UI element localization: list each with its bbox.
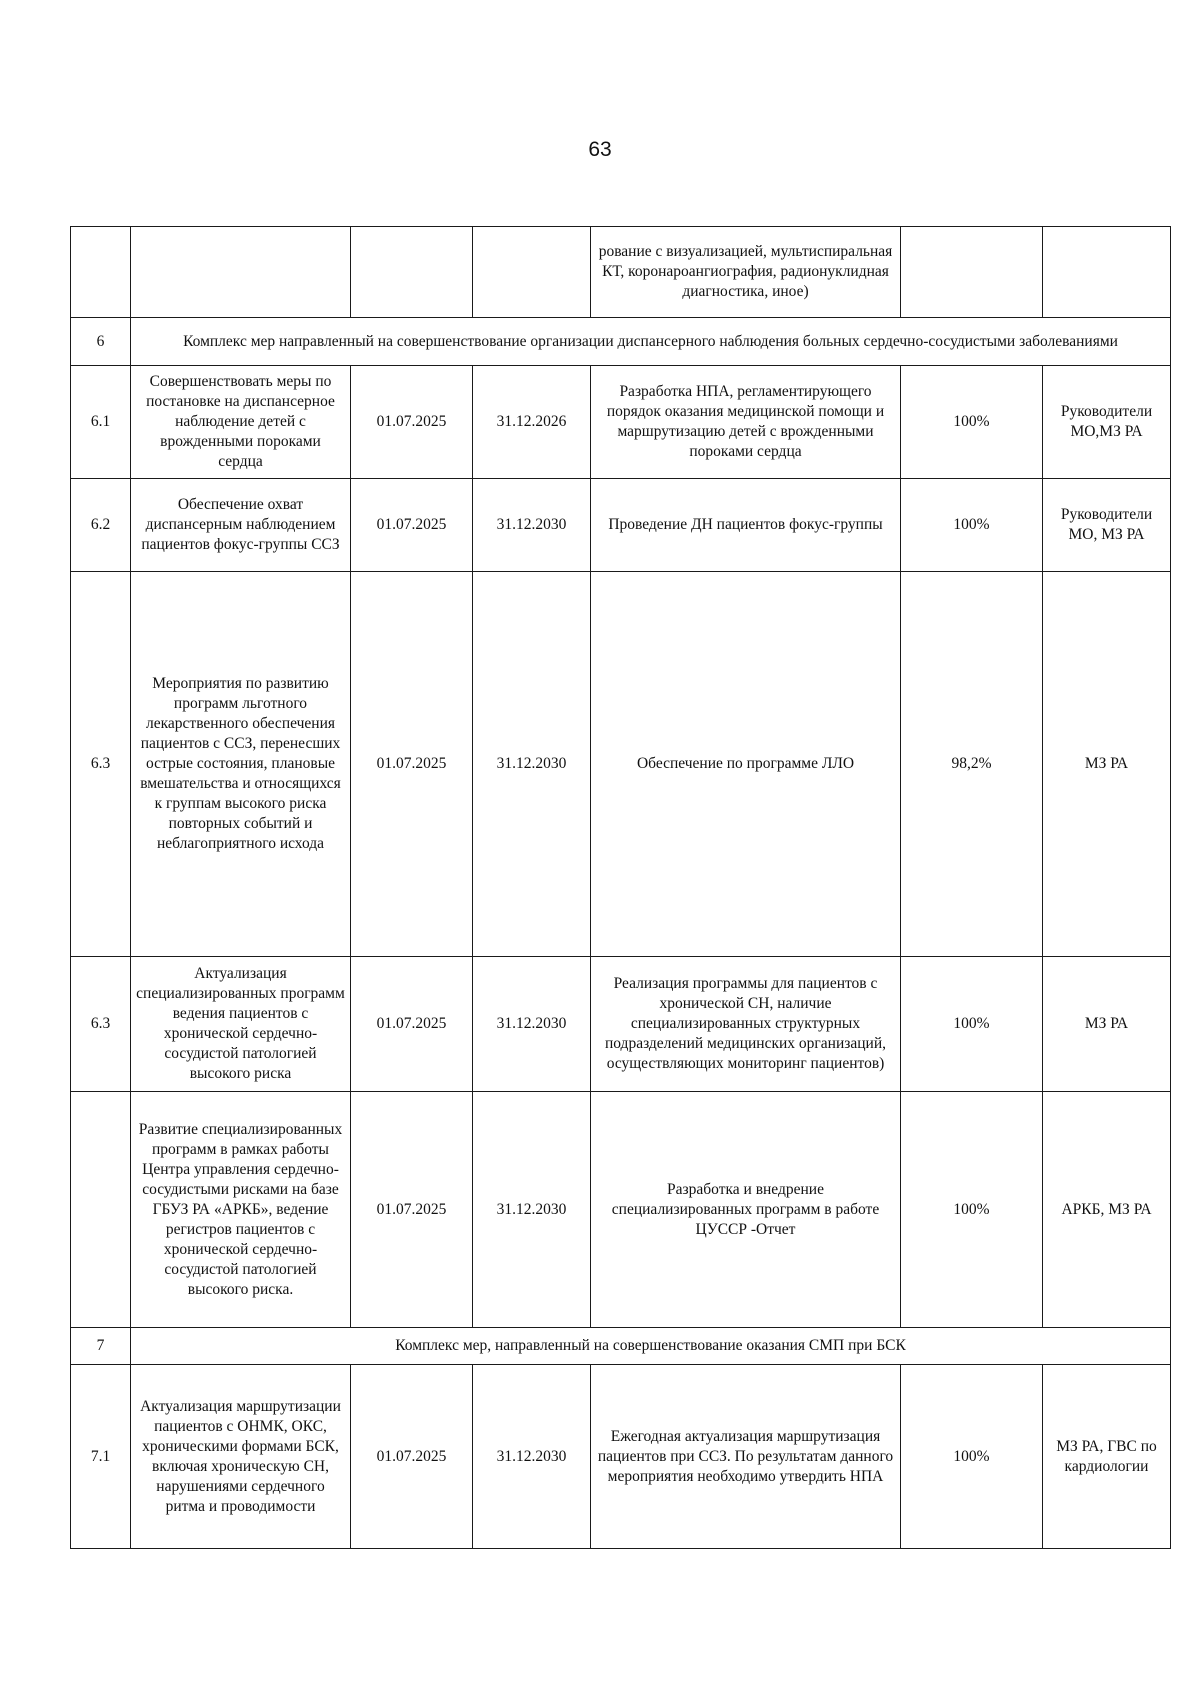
start-date-cell: 01.07.2025 [351, 366, 473, 479]
start-date-cell [351, 227, 473, 318]
page-number: 63 [588, 138, 612, 161]
result-cell: Разработка НПА, регламентирующего порядок оказания медицинской помощи и маршрутизацию детей с врожденными пороками сердца [591, 366, 901, 479]
responsible-cell [1043, 227, 1171, 318]
indicator-cell: 100% [901, 366, 1043, 479]
result-cell: Разработка и внедрение специализированных программ в работе ЦУССР -Отчет [591, 1092, 901, 1328]
section-title: Комплекс мер, направленный на совершенствование оказания СМП при БСК [131, 1328, 1171, 1365]
activity-cell: Совершенствовать меры по постановке на диспансерное наблюдение детей с врожденными пороками сердца [131, 366, 351, 479]
activity-cell: Мероприятия по развитию программ льготного лекарственного обеспечения пациентов с ССЗ, перенесших острые состояния, плановые вмешательства и относящихся к группам высокого риска повторных событий и неблагоприятного исхода [131, 572, 351, 957]
start-date-cell: 01.07.2025 [351, 1092, 473, 1328]
result-cell: Ежегодная актуализация маршрутизация пациентов при ССЗ. По результатам данного мероприятия необходимо утвердить НПА [591, 1365, 901, 1549]
activity-cell: Актуализация маршрутизации пациентов с ОНМК, ОКС, хроническими формами БСК, включая хроническую СН, нарушениями сердечного ритма и проводимости [131, 1365, 351, 1549]
start-date-cell: 01.07.2025 [351, 1365, 473, 1549]
section-row [71, 318, 1171, 366]
measures-table [70, 226, 1171, 1549]
row-number: 6.3 [71, 957, 131, 1092]
result-cell: Реализация программы для пациентов с хронической СН, наличие специализированных структурных подразделений медицинских организаций, осуществляющих мониторинг пациентов) [591, 957, 901, 1092]
table-row [71, 366, 1171, 479]
indicator-cell [901, 227, 1043, 318]
activity-cell: Обеспечение охват диспансерным наблюдением пациентов фокус-группы ССЗ [131, 479, 351, 572]
table-row [71, 957, 1171, 1092]
indicator-cell: 100% [901, 957, 1043, 1092]
section-row [71, 1328, 1171, 1365]
row-number: 6.3 [71, 572, 131, 957]
indicator-cell: 100% [901, 479, 1043, 572]
table-row [71, 479, 1171, 572]
activity-cell: Развитие специализированных программ в рамках работы Центра управления сердечно-сосудистыми рисками на базе ГБУЗ РА «АРКБ», ведение регистров пациентов с хронической сердечно-сосудистой патологией высокого риска. [131, 1092, 351, 1328]
start-date-cell: 01.07.2025 [351, 572, 473, 957]
responsible-cell: МЗ РА [1043, 957, 1171, 1092]
end-date-cell: 31.12.2030 [473, 479, 591, 572]
end-date-cell: 31.12.2030 [473, 1092, 591, 1328]
start-date-cell: 01.07.2025 [351, 957, 473, 1092]
indicator-cell: 100% [901, 1365, 1043, 1549]
result-cell: Обеспечение по программе ЛЛО [591, 572, 901, 957]
indicator-cell: 100% [901, 1092, 1043, 1328]
section-number: 7 [71, 1328, 131, 1365]
end-date-cell: 31.12.2026 [473, 366, 591, 479]
activity-cell: Актуализация специализированных программ ведения пациентов с хронической сердечно-сосудистой патологией высокого риска [131, 957, 351, 1092]
activity-cell [131, 227, 351, 318]
responsible-cell: МЗ РА, ГВС по кардиологии [1043, 1365, 1171, 1549]
table-row [71, 227, 1171, 318]
section-title: Комплекс мер направленный на совершенствование организации диспансерного наблюдения больных сердечно-сосудистыми заболеваниями [131, 318, 1171, 366]
section-number: 6 [71, 318, 131, 366]
responsible-cell: Руководители МО,МЗ РА [1043, 366, 1171, 479]
end-date-cell [473, 227, 591, 318]
table-row [71, 572, 1171, 957]
responsible-cell: МЗ РА [1043, 572, 1171, 957]
row-number: 6.2 [71, 479, 131, 572]
table-row [71, 1365, 1171, 1549]
result-cell: Проведение ДН пациентов фокус-группы [591, 479, 901, 572]
responsible-cell: Руководители МО, МЗ РА [1043, 479, 1171, 572]
indicator-cell: 98,2% [901, 572, 1043, 957]
result-cell: рование с визуализацией, мультиспиральная КТ, коронароангиография, радионуклидная диагностика, иное) [591, 227, 901, 318]
end-date-cell: 31.12.2030 [473, 572, 591, 957]
row-number: 6.1 [71, 366, 131, 479]
row-number: 7.1 [71, 1365, 131, 1549]
end-date-cell: 31.12.2030 [473, 957, 591, 1092]
table-row [71, 1092, 1171, 1328]
row-number [71, 1092, 131, 1328]
row-number [71, 227, 131, 318]
start-date-cell: 01.07.2025 [351, 479, 473, 572]
end-date-cell: 31.12.2030 [473, 1365, 591, 1549]
responsible-cell: АРКБ, МЗ РА [1043, 1092, 1171, 1328]
